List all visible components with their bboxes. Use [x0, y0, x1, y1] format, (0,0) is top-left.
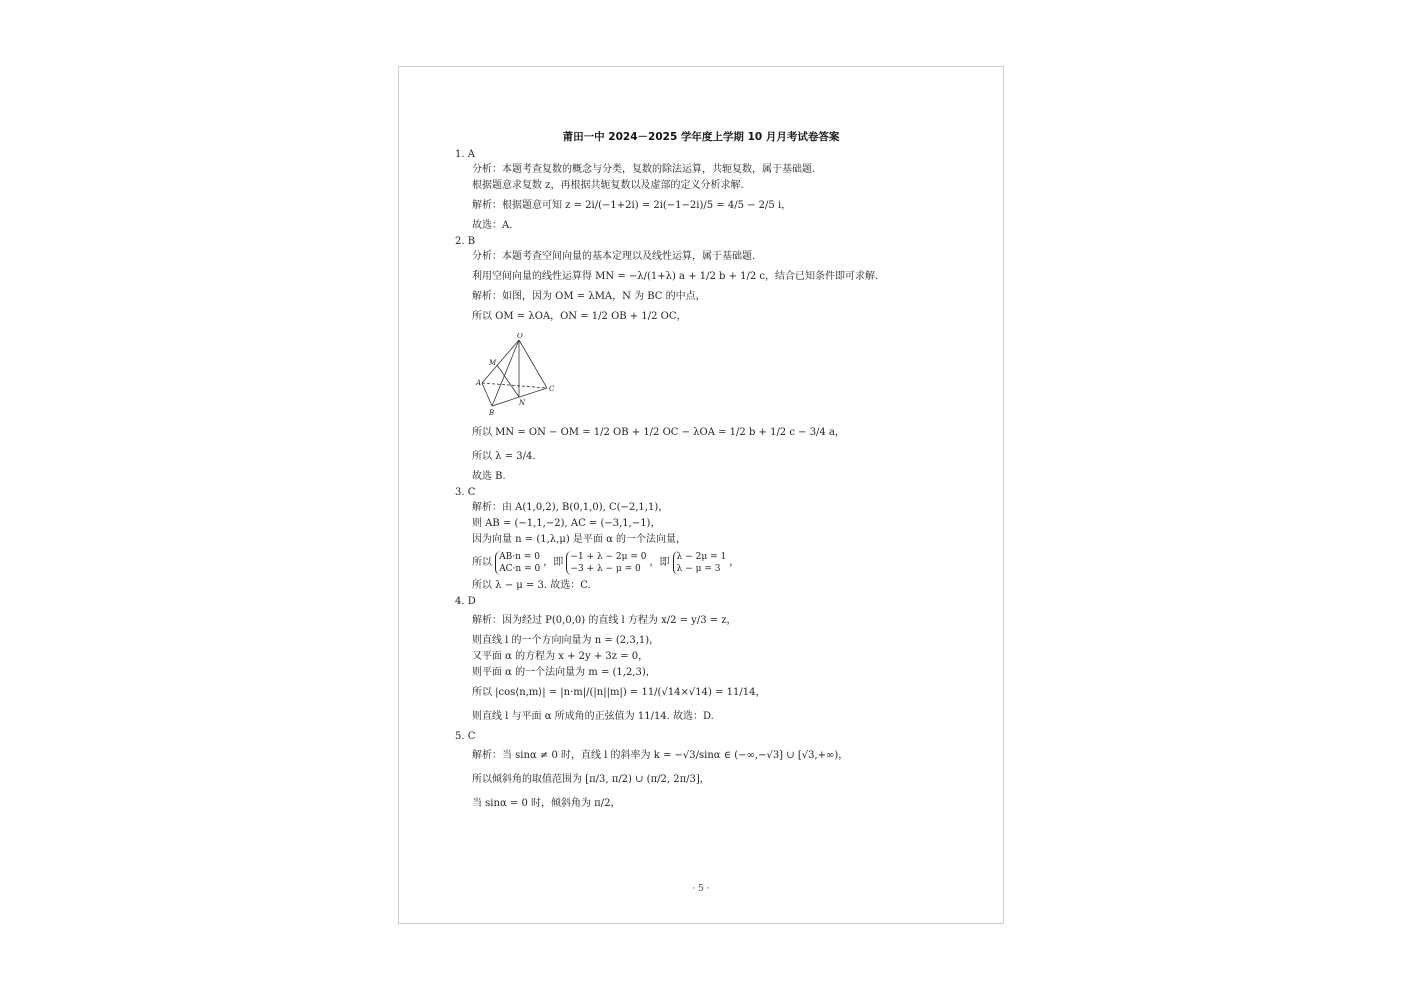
q5-solution-1: 解析：当 sinα ≠ 0 时，直线 l 的斜率为 k = −√3/sinα ∈ (−∞,−√3] ∪ [√3,+∞)，	[472, 750, 849, 761]
q2-label: 2. B	[455, 236, 476, 247]
q2-solution-3: 所以 MN = ON − OM = 1/2 OB + 1/2 OC − λOA = 1/2 b + 1/2 c − 3/4 a，	[472, 427, 845, 438]
q3-system-2b: −3 + λ − μ = 0	[570, 563, 641, 574]
q3-system-3b: λ − μ = 3	[676, 563, 721, 574]
q3-solution-3: 因为向量 n = (1,λ,μ) 是平面 α 的一个法向量，	[472, 534, 687, 545]
answer-sheet-page	[398, 66, 1004, 924]
fig-label-n: N	[519, 399, 526, 407]
q1-analysis-1: 分析：本题考查复数的概念与分类，复数的除法运算，共轭复数，属于基础题.	[472, 164, 816, 175]
q5-solution-3: 当 sinα = 0 时，倾斜角为 π/2，	[472, 798, 621, 809]
fig-label-c: C	[549, 385, 555, 393]
q3-solution-4	[472, 548, 975, 578]
q3-system-1b: AC·n = 0	[499, 563, 541, 574]
fig-label-m: M	[489, 359, 497, 367]
q2-analysis-2: 利用空间向量的线性运算得 MN = −λ/(1+λ) a + 1/2 b + 1/2 c，结合已知条件即可求解.	[472, 271, 879, 282]
q1-answer: 故选：A.	[472, 220, 513, 231]
fig-label-b: B	[489, 409, 495, 417]
q3-label: 3. C	[455, 487, 476, 498]
tetrahedron-diagram	[455, 333, 565, 417]
q4-solution-1: 解析：因为经过 P(0,0,0) 的直线 l 方程为 x/2 = y/3 = z，	[472, 615, 737, 626]
q5-label: 5. C	[455, 731, 476, 742]
q2-solution-2: 所以 OM = λOA，ON = 1/2 OB + 1/2 OC，	[472, 311, 687, 322]
q4-solution-6: 则直线 l 与平面 α 所成角的正弦值为 11/14. 故选：D.	[472, 711, 714, 722]
q4-solution-3: 又平面 α 的方程为 x + 2y + 3z = 0，	[472, 651, 649, 662]
q3-solution-1: 解析：由 A(1,0,2), B(0,1,0), C(−2,1,1)，	[472, 502, 669, 513]
q3-system-3	[673, 551, 730, 575]
q1-solution: 解析：根据题意可知 z = 2i/(−1+2i) = 2i(−1−2i)/5 = 4/5 − 2/5 i，	[472, 200, 792, 211]
q3-system-1	[495, 551, 543, 575]
tetrahedron-figure	[455, 333, 975, 417]
q3-system-2	[566, 551, 649, 575]
q3-system-end: ，	[729, 557, 740, 568]
q3-system-1a: AB·n = 0	[499, 551, 540, 562]
fig-label-o: O	[517, 333, 523, 340]
q2-solution-1: 解析：如图，因为 OM = λMA，N 为 BC 的中点，	[472, 291, 706, 302]
answer-content	[455, 147, 975, 816]
q3-solution-2: 则 AB = (−1,1,−2), AC = (−3,1,−1)，	[472, 518, 661, 529]
q2-answer: 故选 B.	[472, 471, 506, 482]
q1-analysis-2: 根据题意求复数 z，再根据共轭复数以及虚部的定义分析求解.	[472, 180, 744, 191]
q3-system-prefix: 所以	[472, 557, 492, 568]
q4-solution-2: 则直线 l 的一个方向向量为 n = (2,3,1)，	[472, 635, 660, 646]
q4-solution-4: 则平面 α 的一个法向量为 m = (1,2,3)，	[472, 667, 656, 678]
q3-system-mid-2: ，即	[649, 557, 670, 568]
q2-analysis-1: 分析：本题考查空间向量的基本定理以及线性运算，属于基础题.	[472, 251, 756, 262]
q3-system-3a: λ − 2μ = 1	[676, 551, 727, 562]
q1-label: 1. A	[455, 149, 475, 160]
page-number: · 5 ·	[692, 884, 710, 894]
q5-solution-2: 所以倾斜角的取值范围为 [π/3, π/2) ∪ (π/2, 2π/3]，	[472, 774, 710, 785]
q4-solution-5: 所以 |cos⟨n,m⟩| = |n·m|/(|n||m|) = 11/(√14×√14) = 11/14，	[472, 687, 766, 698]
q3-system-mid-1: ，即	[543, 557, 564, 568]
q2-solution-4: 所以 λ = 3/4.	[472, 451, 536, 462]
q3-solution-5: 所以 λ − μ = 3. 故选：C.	[472, 580, 591, 591]
fig-label-a: A	[476, 379, 482, 387]
page-title: 莆田一中 2024－2025 学年度上学期 10 月月考试卷答案	[562, 131, 840, 143]
q4-label: 4. D	[455, 596, 476, 607]
q3-system-2a: −1 + λ − 2μ = 0	[570, 551, 647, 562]
